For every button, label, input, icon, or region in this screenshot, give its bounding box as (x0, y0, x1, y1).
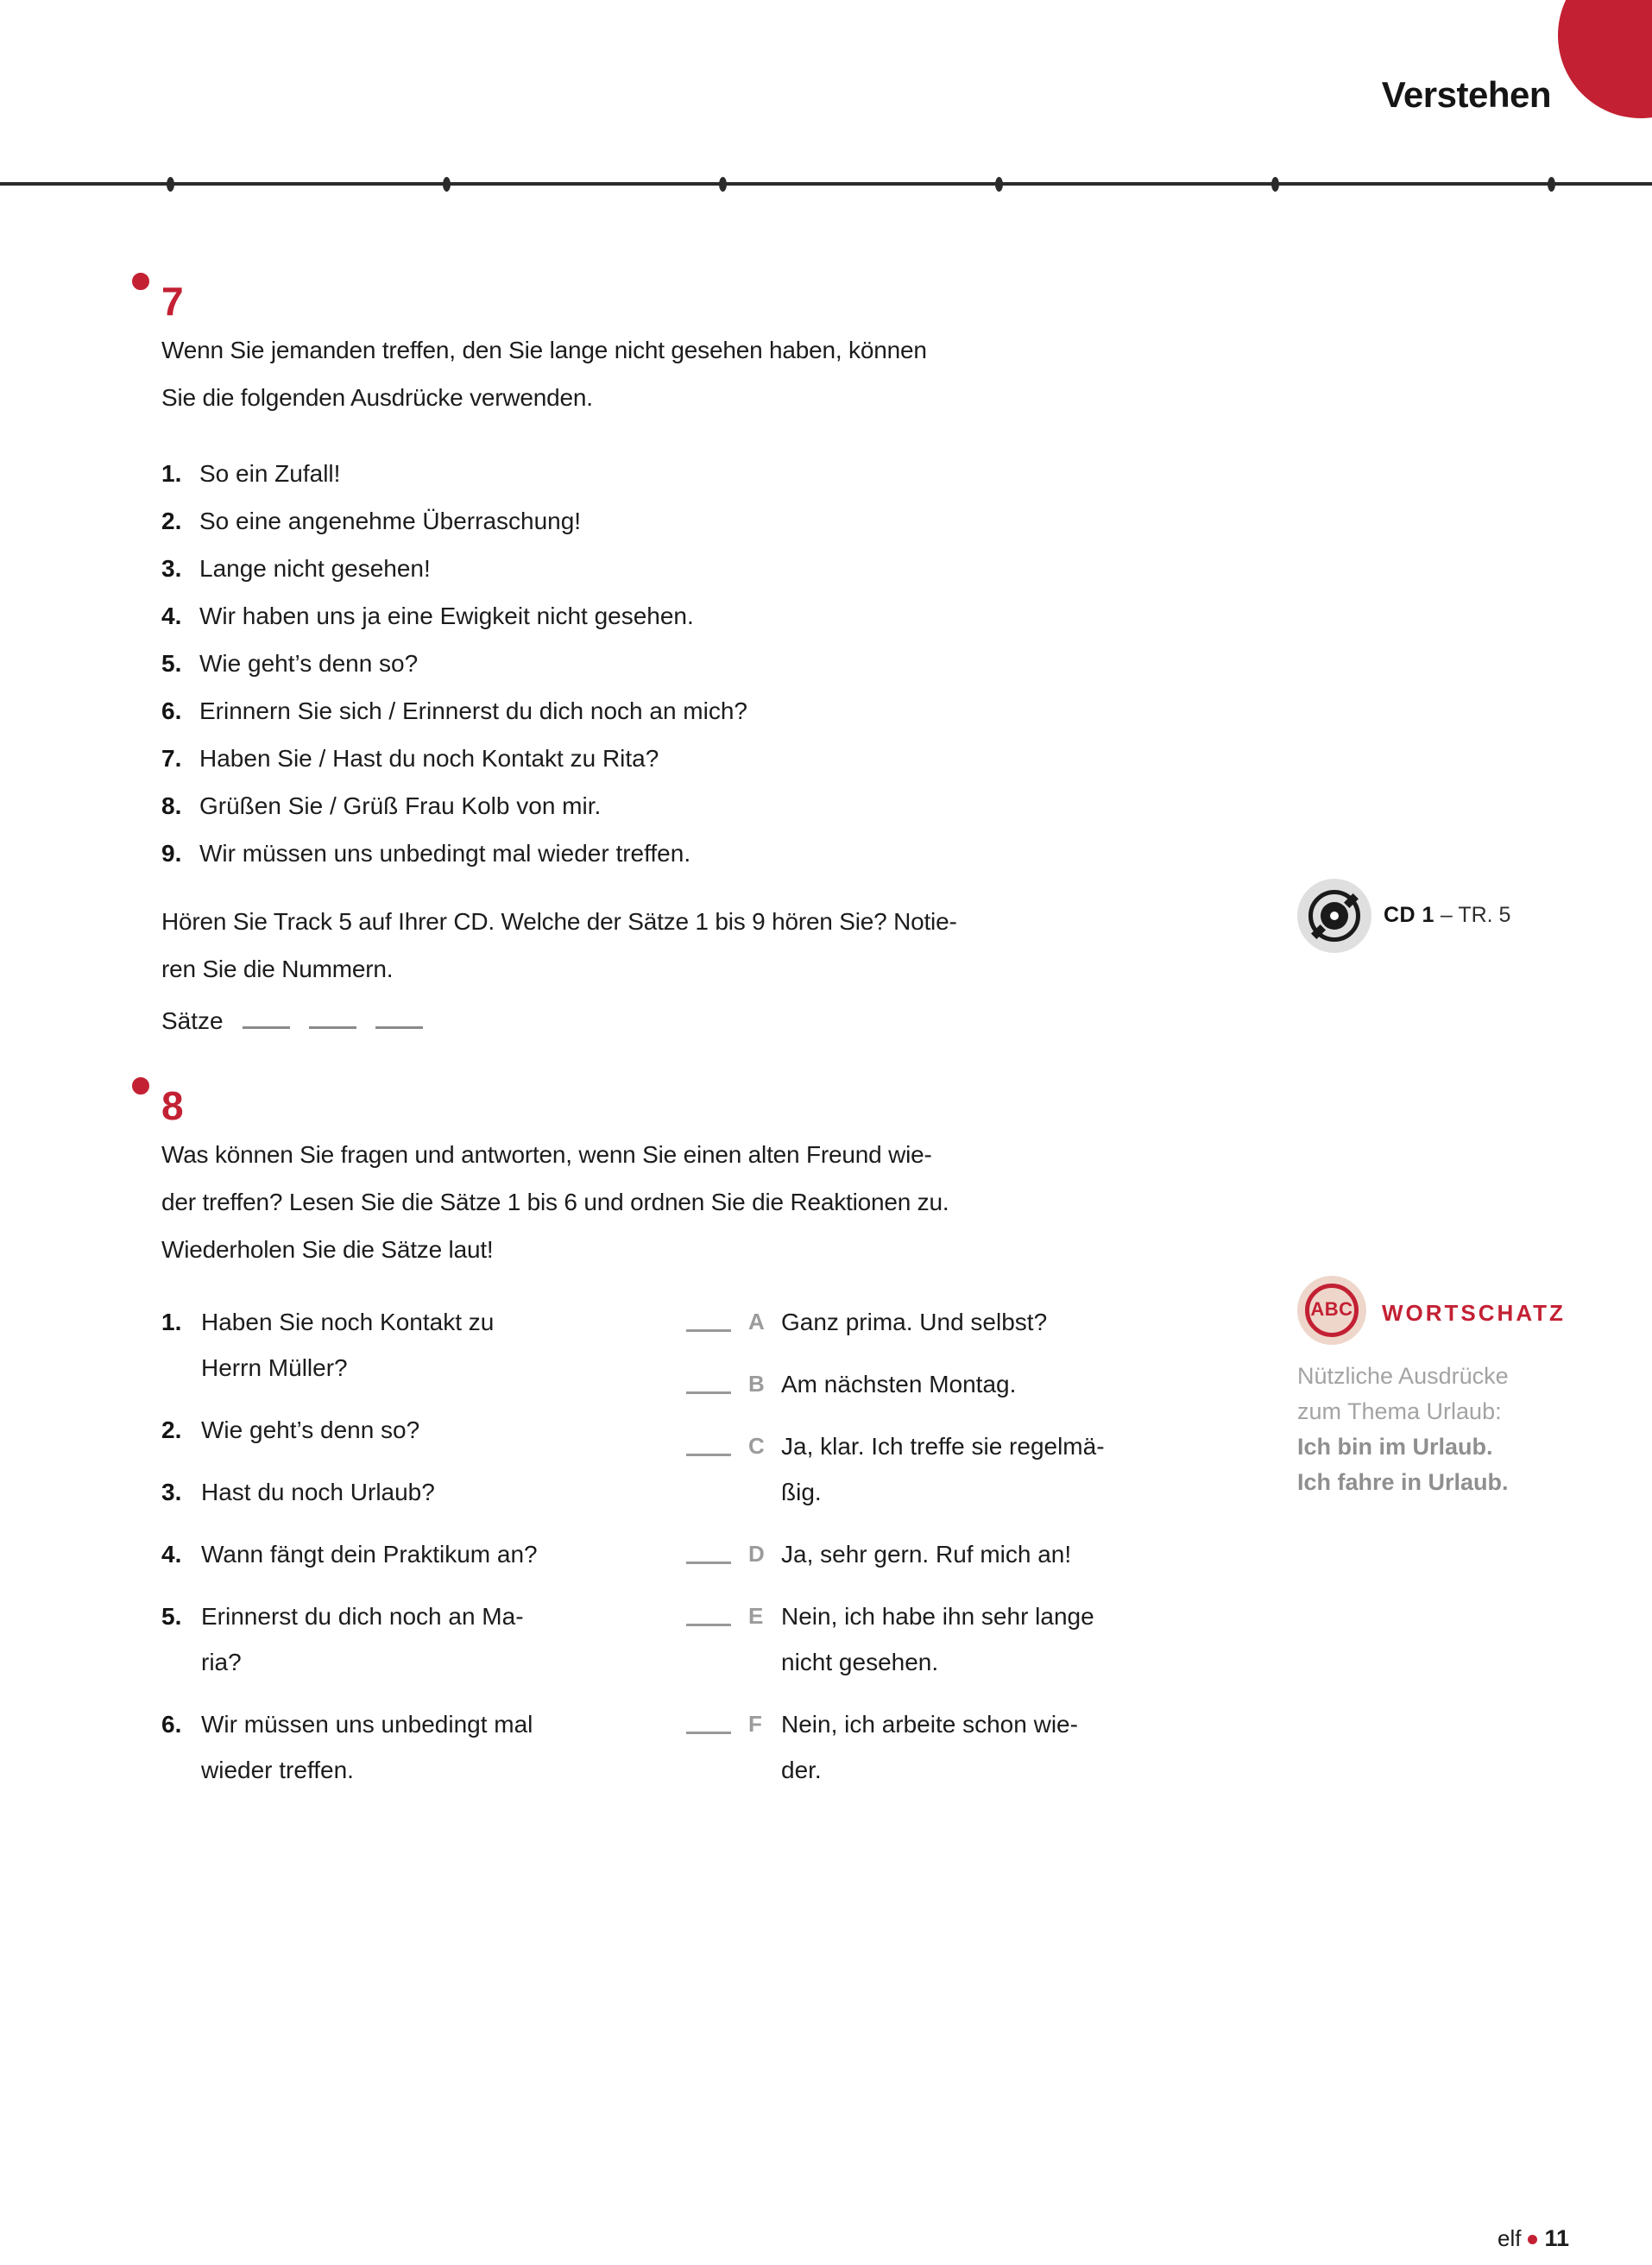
item-number: 4. (161, 603, 182, 629)
intro-line: der treffen? Lesen Sie die Sätze 1 bis 6 und ordnen Sie die Reaktionen zu. (161, 1189, 949, 1215)
question-item (161, 1531, 679, 1577)
question-line: ria? (201, 1649, 242, 1675)
list-item (161, 592, 747, 640)
abc-vocabulary-icon (1297, 1276, 1366, 1345)
exercise-number: 7 (161, 279, 184, 324)
answer-item (686, 1361, 1239, 1407)
intro-line: Sie die folgenden Ausdrücke verwenden. (161, 384, 593, 411)
answer-blank[interactable] (375, 994, 423, 1029)
intro-line: Wiederholen Sie die Sätze laut! (161, 1236, 494, 1263)
header-rule (0, 182, 1652, 186)
item-number: 4. (161, 1541, 182, 1568)
item-text: Wir müssen uns unbedingt mal wieder treffen. (199, 840, 691, 867)
answers-column (686, 1299, 1239, 1809)
answer-line: der. (781, 1757, 822, 1783)
item-text: So ein Zufall! (199, 460, 341, 487)
list-item (161, 640, 747, 687)
item-number: 5. (161, 650, 182, 677)
item-text: Haben Sie / Hast du noch Kontakt zu Rita? (199, 745, 659, 772)
item-text: Grüßen Sie / Grüß Frau Kolb von mir. (199, 792, 602, 819)
answer-line: Nein, ich arbeite schon wie- (781, 1711, 1078, 1738)
rule-dot (1548, 177, 1555, 192)
answer-blank[interactable] (686, 1361, 731, 1394)
exercise-ring-icon (132, 1077, 149, 1095)
question-item (161, 1469, 679, 1515)
cd-icon (1297, 879, 1371, 953)
answer-blank[interactable] (686, 1299, 731, 1332)
answer-blank[interactable] (686, 1701, 731, 1734)
question-line: Erinnerst du dich noch an Ma- (201, 1603, 524, 1630)
instruction-line: Hören Sie Track 5 auf Ihrer CD. Welche der Sätze 1 bis 9 hören Sie? Notie- (161, 908, 957, 935)
list-item (161, 450, 747, 497)
audio-track-label (1384, 903, 1510, 928)
list-item (161, 830, 747, 877)
answer-letter: E (748, 1603, 764, 1629)
list-item (161, 782, 747, 830)
question-line: Herrn Müller? (201, 1354, 348, 1381)
item-number: 2. (161, 1416, 182, 1443)
question-line: Hast du noch Urlaub? (201, 1479, 435, 1505)
answer-line: Am nächsten Montag. (781, 1371, 1017, 1397)
cd-number: CD 1 (1384, 903, 1434, 927)
answer-line: ßig. (781, 1479, 822, 1505)
abc-icon-text: ABC (1310, 1298, 1353, 1320)
question-line: Wie geht’s denn so? (201, 1416, 420, 1443)
item-number: 1. (161, 460, 182, 487)
saetze-label: Sätze (161, 1007, 224, 1034)
answer-line: nicht gesehen. (781, 1649, 939, 1675)
answer-letter: D (748, 1541, 765, 1567)
item-number: 5. (161, 1603, 182, 1630)
question-line: Wir müssen uns unbedingt mal (201, 1711, 533, 1738)
item-number: 3. (161, 1479, 182, 1505)
answer-blank[interactable] (686, 1423, 731, 1456)
exercise-7-listening-instruction (161, 898, 957, 993)
rule-dot (995, 177, 1003, 192)
questions-column (161, 1299, 679, 1809)
question-item (161, 1593, 679, 1685)
answer-line: Nein, ich habe ihn sehr lange (781, 1603, 1094, 1630)
item-text: Lange nicht gesehen! (199, 555, 431, 582)
list-item (161, 735, 747, 782)
rule-dot (719, 177, 727, 192)
answer-line: Ja, sehr gern. Ruf mich an! (781, 1541, 1072, 1568)
list-item (161, 545, 747, 592)
exercise-8-intro (161, 1131, 949, 1273)
answer-letter: F (748, 1711, 762, 1737)
cd-hole (1330, 912, 1339, 920)
exercise-number: 8 (161, 1083, 184, 1128)
list-item (161, 687, 747, 735)
exercise-7-list (161, 450, 747, 877)
item-number: 1. (161, 1309, 182, 1335)
footer-dot-icon (1528, 2235, 1537, 2244)
item-number: 2. (161, 508, 182, 534)
question-item (161, 1299, 679, 1391)
instruction-line: ren Sie die Nummern. (161, 956, 394, 982)
item-text: Wie geht’s denn so? (199, 650, 419, 677)
list-item (161, 497, 747, 545)
wortschatz-body (1297, 1359, 1625, 1500)
question-line: Wann fängt dein Praktikum an? (201, 1541, 538, 1568)
page-number: 11 (1544, 2225, 1569, 2251)
wortschatz-title: WORTSCHATZ (1382, 1300, 1566, 1326)
answer-item (686, 1299, 1239, 1345)
item-text: Erinnern Sie sich / Erinnerst du dich noch an mich? (199, 697, 747, 724)
rule-dot (167, 177, 174, 192)
item-number: 6. (161, 697, 182, 724)
item-number: 9. (161, 840, 182, 867)
exercise-ring-icon (132, 273, 149, 290)
rule-dot (1271, 177, 1279, 192)
intro-line: Wenn Sie jemanden treffen, den Sie lange nicht gesehen haben, können (161, 337, 927, 363)
answer-blank[interactable] (686, 1593, 731, 1626)
answer-letter: B (748, 1371, 765, 1397)
answer-item (686, 1701, 1239, 1793)
answer-blank[interactable] (309, 994, 356, 1029)
page-word: elf (1497, 2225, 1522, 2251)
answer-letter: A (748, 1309, 765, 1334)
page-title: Verstehen (1381, 74, 1551, 115)
saetze-answer-row (161, 994, 423, 1042)
audio-track-note (1297, 879, 1625, 956)
track-number: – TR. 5 (1440, 903, 1511, 927)
wortschatz-line: zum Thema Urlaub: (1297, 1398, 1502, 1424)
question-line: wieder treffen. (201, 1757, 354, 1783)
answer-item (686, 1531, 1239, 1577)
wortschatz-line: Nützliche Ausdrücke (1297, 1363, 1509, 1389)
rule-dot (443, 177, 451, 192)
item-text: So eine angenehme Überraschung! (199, 508, 582, 534)
answer-line: Ganz prima. Und selbst? (781, 1309, 1048, 1335)
wortschatz-example: Ich bin im Urlaub. (1297, 1434, 1493, 1460)
answer-line: Ja, klar. Ich treffe sie regelmä- (781, 1433, 1105, 1460)
intro-line: Was können Sie fragen und antworten, wenn Sie einen alten Freund wie- (161, 1141, 932, 1168)
item-number: 3. (161, 555, 182, 582)
item-number: 6. (161, 1711, 182, 1738)
item-number: 8. (161, 792, 182, 819)
item-number: 7. (161, 745, 182, 772)
answer-item (686, 1593, 1239, 1685)
corner-accent-circle (1558, 0, 1652, 118)
question-line: Haben Sie noch Kontakt zu (201, 1309, 495, 1335)
page-footer (1498, 2225, 1569, 2252)
item-text: Wir haben uns ja eine Ewigkeit nicht gesehen. (199, 603, 694, 629)
answer-blank[interactable] (686, 1531, 731, 1564)
question-item (161, 1407, 679, 1453)
question-item (161, 1701, 679, 1793)
wortschatz-example: Ich fahre in Urlaub. (1297, 1469, 1509, 1495)
answer-blank[interactable] (243, 994, 290, 1029)
exercise-7-intro (161, 326, 927, 421)
answer-letter: C (748, 1433, 765, 1459)
answer-item (686, 1423, 1239, 1515)
